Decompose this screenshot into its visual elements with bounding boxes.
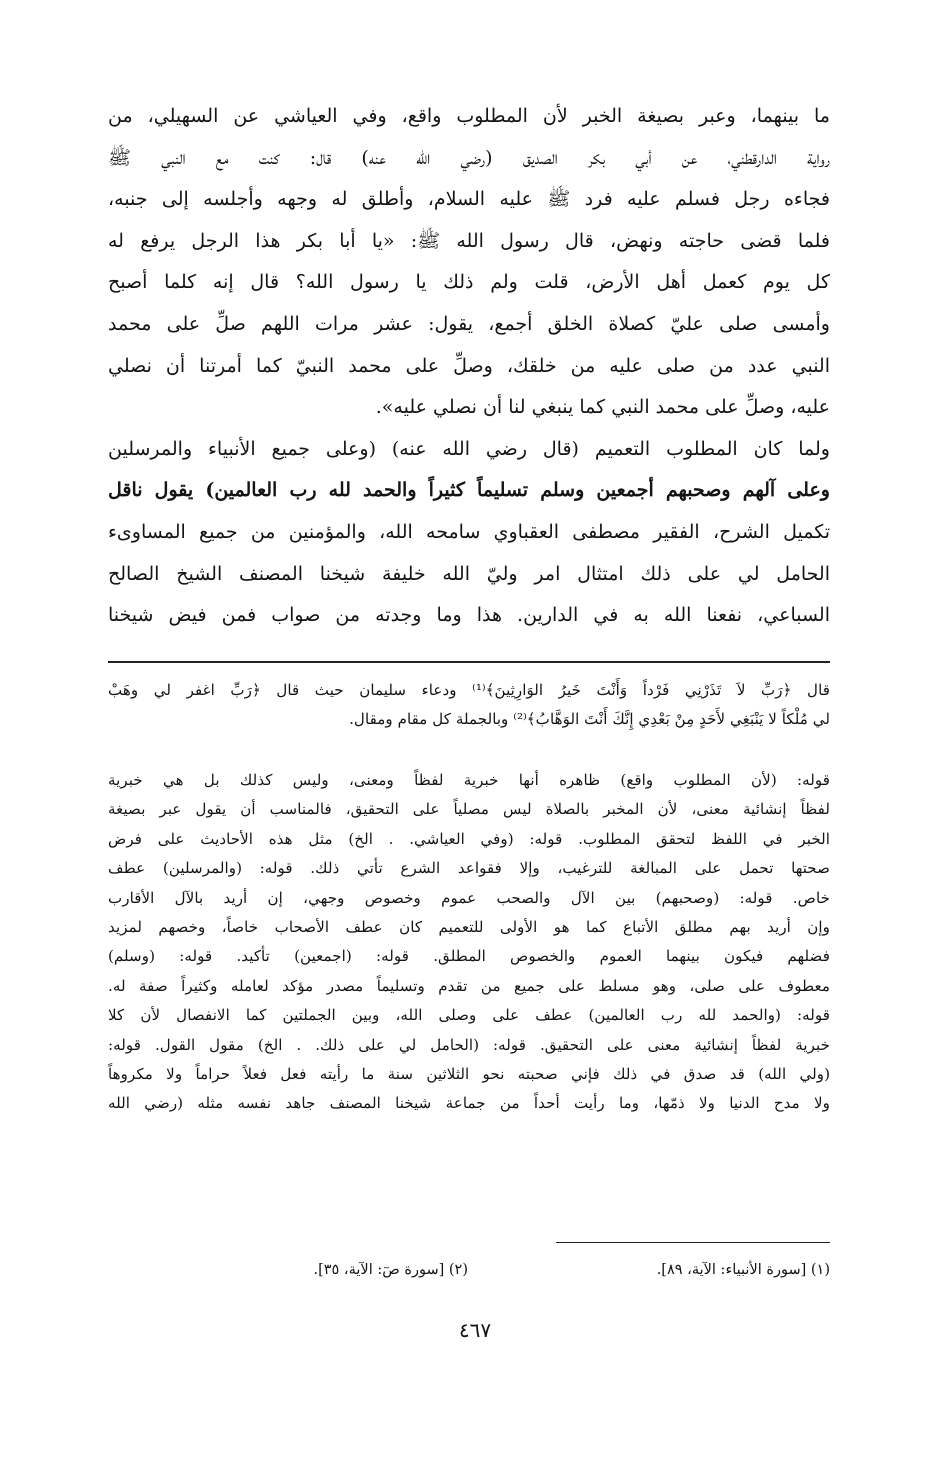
main-text-line: ولما كان المطلوب التعميم (قال رضي الله عنه) (وعلى جميع الأنبياء والمرسلين	[108, 437, 830, 460]
commentary-block	[108, 766, 830, 1119]
commentary-line: لي مُلْكاً لا يَنْبَغِي لأَحَدٍ مِنْ بَعْدِي إِنَّكَ أَنْتَ الوَهَّابُ﴾⁽²⁾ وبالجملة كل مقام ومقال.	[349, 710, 830, 729]
main-text-line: رواية الدارقطني، عن أبي بكر الصديق (رضي الله عنه) قال: كنت مع النبي ﷺ	[108, 146, 830, 169]
footnote-2: (٢) [سورة صٓ: الآية، ٣٥].	[313, 1262, 468, 1278]
main-text-line: السباعي، نفعنا الله به في الدارين. هذا وما وجدته من صواب فمن فيض شيخنا	[108, 604, 830, 627]
commentary-line: معطوف على صلى، وهو مسلط على جميع من تقدم وتسليماً مصدر مؤكد لعامله وكثيراً صفة له.	[108, 976, 830, 995]
main-text	[108, 96, 830, 637]
main-text-line: كل يوم كعمل أهل الأرض، قلت ولم ذلك يا رسول الله؟ قال إنه كلما أصبح	[108, 271, 830, 294]
main-text-line: وعلى آلهم وصحبهم أجمعين وسلم تسليماً كثيراً والحمد لله رب العالمين) يقول ناقل	[108, 479, 830, 502]
commentary-line: فضلهم فيكون بينهما العموم والخصوص المطلق. قوله: (اجمعين) تأكيد. قوله: (وسلم)	[108, 947, 830, 966]
main-text-divider	[108, 661, 830, 663]
main-text-line: وأمسى صلى عليّ كصلاة الخلق أجمع، يقول: عشر مرات اللهم صلِّ على محمد	[108, 312, 830, 335]
commentary-line: خاص. قوله: (وصحبهم) بين الآل والصحب عموم وخصوص وجهي، إن أريد بالآل الأقارب	[108, 888, 830, 907]
main-text-line: النبي عدد من صلى عليه من خلقك، وصلِّ على محمد النبيّ كما أمرتنا أن نصلي	[108, 354, 830, 377]
commentary-line: خبرية لفظاً إنشائية معنى على التحقيق. قوله: (الحامل لي على ذلك. . الخ) مقول القول. قوله:	[108, 1035, 830, 1054]
commentary-line: قال ﴿رَبِّ لاَ تَذَرْنِي فَرْداً وَأَنْتَ خَيرُ الوَارِثِينَ﴾⁽¹⁾ ودعاء سليمان حيث قال ﴿رَبِّ اغفر لي وهَبْ	[108, 681, 830, 699]
page-number: ٤٦٧	[458, 1318, 492, 1342]
footnote-1: (١) [سورة الأنبياء: الآية، ٨٩].	[656, 1262, 830, 1278]
main-text-line: فلما قضى حاجته ونهض، قال رسول الله ﷺ: «يا أبا بكر هذا الرجل يرفع له	[108, 229, 830, 252]
main-text-line: تكميل الشرح، الفقير مصطفى العقباوي سامحه الله، والمؤمنين من جميع المساوىء	[108, 520, 830, 543]
commentary-line: وإن أريد بهم مطلق الأتباع كما هو الأولى للتعميم كان عطف الأصحاب خاصاً، وخصهم لمزيد	[108, 917, 830, 936]
footnote-divider	[556, 1242, 830, 1243]
main-text-line: ما بينهما، وعبر بصيغة الخبر لأن المطلوب واقع، وفي العياشي عن السهيلي، من	[108, 105, 830, 127]
commentary-line: قوله: (لأن المطلوب واقع) ظاهره أنها خبرية لفظاً ومعنى، وليس كذلك بل هي خبرية	[108, 771, 830, 789]
main-text-line: عليه، وصلِّ على محمد النبي كما ينبغي لنا أن نصلي عليه».	[375, 396, 830, 419]
commentary-line: قوله: (والحمد لله رب العالمين) عطف على وصلى الله، وبين الجملتين كما الانفصال لأن كلا	[108, 1006, 830, 1025]
commentary-line: ولا مدح الدنيا ولا ذمّها، وما رأيت أحداً من جماعة شيخنا المصنف جاهد نفسه مثله (رضي الله	[108, 1094, 830, 1113]
commentary-line: صحتها تحمل على المبالغة للترغيب، وإلا فقواعد الشرع تأتي ذلك. قوله: (والمرسلين) عطف	[108, 859, 830, 878]
commentary-line: لفظاً إنشائية معنى، لأن المخبر بالصلاة ليس مصلياً على التحقيق، فالمناسب أن يقول عبر بصيغة	[108, 800, 830, 819]
commentary-line: الخبر في اللفظ لتحقق المطلوب. قوله: (وفي العياشي. . الخ) مثل هذه الأحاديث على فرض	[108, 829, 830, 848]
commentary-line: (ولي الله) قد صدق في ذلك فإني صحبته نحو الثلاثين سنة ما رأيته فعل فعلاً حراماً ولا مكروهاً	[108, 1064, 830, 1083]
commentary-continuation	[108, 676, 830, 735]
main-text-line: الحامل لي على ذلك امتثال امر وليّ الله خليفة شيخنا المصنف الشيخ الصالح	[108, 562, 830, 585]
main-text-line: فجاءه رجل فسلم عليه فرد ﷺ عليه السلام، وأطلق له وجهه وأجلسه إلى جنبه،	[108, 188, 830, 211]
